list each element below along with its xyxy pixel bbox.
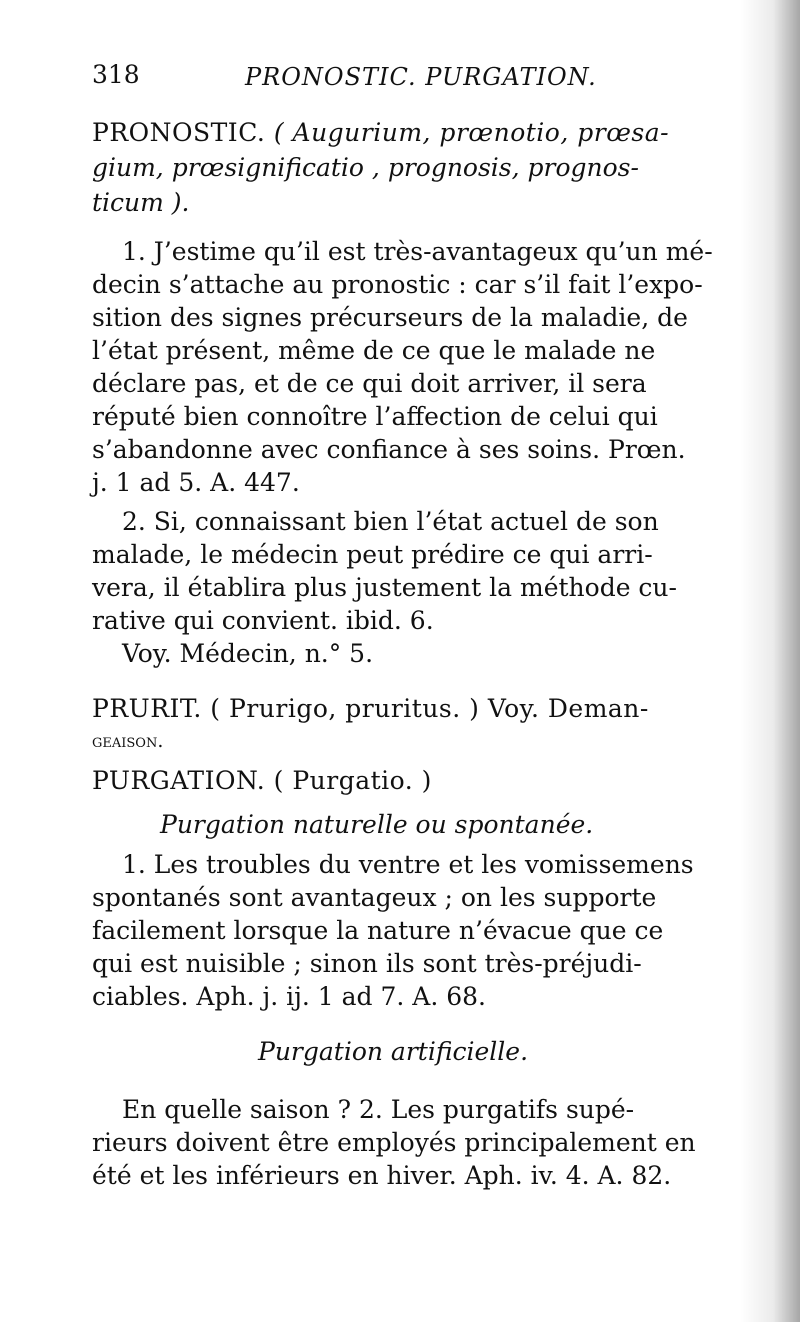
subheading-artificial: Purgation artificielle. bbox=[258, 1037, 529, 1066]
paragraph-line: rative qui convient. ibid. 6. bbox=[92, 606, 434, 635]
paragraph-line: 1. Les troubles du ventre et les vomissemens bbox=[122, 850, 694, 879]
entry-prurit-continuation: geaison. bbox=[92, 730, 164, 752]
entry-pronostic-heading bbox=[92, 116, 669, 150]
paragraph-line: spontanés sont avantageux ; on les supporte bbox=[92, 883, 657, 912]
paragraph-line: vera, il établira plus justement la méthode cu- bbox=[92, 573, 677, 602]
paragraph-line: réputé bien connoître l’affection de celui qui bbox=[92, 402, 658, 431]
subheading-natural: Purgation naturelle ou spontanée. bbox=[160, 810, 594, 839]
entry-pronostic-title: PRONOSTIC. bbox=[92, 118, 266, 147]
paragraph-line: En quelle saison ? 2. Les purgatifs supé- bbox=[122, 1095, 635, 1124]
running-title: PRONOSTIC. PURGATION. bbox=[245, 63, 597, 91]
paragraph-line: malade, le médecin peut prédire ce qui arri- bbox=[92, 540, 653, 569]
cross-reference: Voy. Médecin, n.° 5. bbox=[122, 639, 374, 668]
entry-pronostic-synonyms-line: ticum ). bbox=[92, 188, 190, 217]
paragraph-line: rieurs doivent être employés principalement en bbox=[92, 1128, 696, 1157]
entry-purgation-heading: PURGATION. ( Purgatio. ) bbox=[92, 766, 432, 795]
page-edge-shadow bbox=[740, 0, 800, 1322]
paragraph-line: facilement lorsque la nature n’évacue que ce bbox=[92, 916, 664, 945]
paragraph-line: 2. Si, connaissant bien l’état actuel de son bbox=[122, 507, 659, 536]
entry-pronostic-synonyms-line: gium, prœsignificatio , prognosis, prognos- bbox=[92, 153, 639, 182]
entry-pronostic-synonyms: ( Augurium, prœnotio, prœsa- bbox=[273, 118, 670, 147]
paragraph-line: j. 1 ad 5. A. 447. bbox=[92, 468, 300, 497]
paragraph-line: 1. J’estime qu’il est très-avantageux qu’un mé- bbox=[122, 237, 713, 266]
entry-prurit-heading: PRURIT. ( Prurigo, pruritus. ) Voy. Deman- bbox=[92, 694, 649, 723]
page-number: 318 bbox=[92, 60, 140, 89]
paragraph-line: l’état présent, même de ce que le malade ne bbox=[92, 336, 656, 365]
paragraph-line: s’abandonne avec confiance à ses soins. Prœn. bbox=[92, 435, 686, 464]
paragraph-line: été et les inférieurs en hiver. Aph. iv. 4. A. 82. bbox=[92, 1161, 672, 1190]
paragraph-line: sition des signes précurseurs de la maladie, de bbox=[92, 303, 688, 332]
paragraph-line: decin s’attache au pronostic : car s’il fait l’expo- bbox=[92, 270, 703, 299]
paragraph-line: qui est nuisible ; sinon ils sont très-préjudi- bbox=[92, 949, 642, 978]
paragraph-line: déclare pas, et de ce qui doit arriver, il sera bbox=[92, 369, 647, 398]
paragraph-line: ciables. Aph. j. ij. 1 ad 7. A. 68. bbox=[92, 982, 486, 1011]
